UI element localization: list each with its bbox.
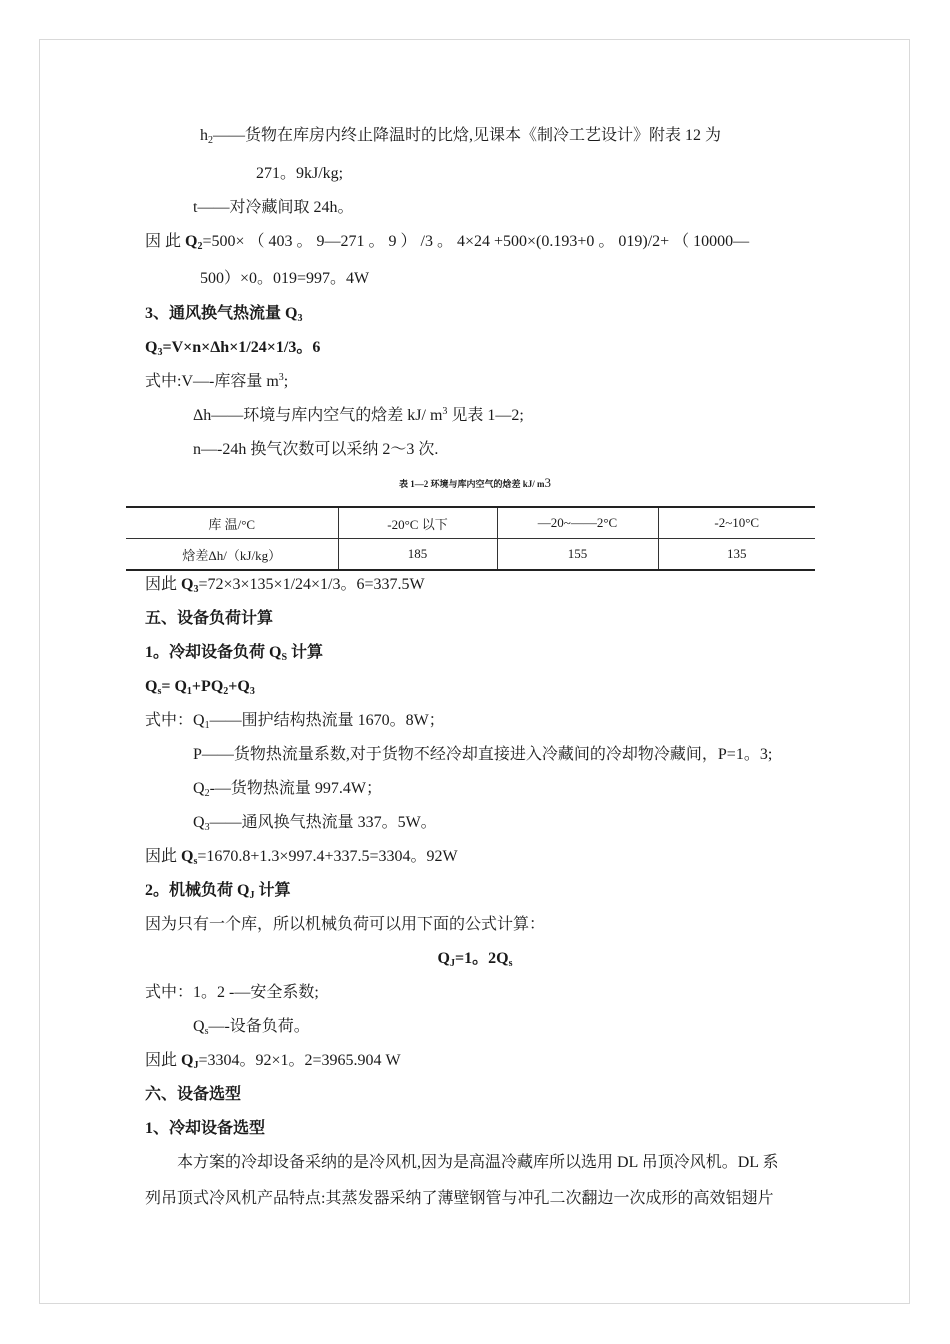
heading-ventilation: 3、通风换气热流量 $Q_3$	[145, 305, 303, 324]
text-line-qj-result: 因此 $Q_J=3304$。92×1。2=3965.904 W	[145, 1052, 401, 1071]
table-cell: 185	[338, 539, 497, 571]
text-line-t: t——对冷藏间取 24h。	[193, 199, 354, 216]
enthalpy-table	[126, 506, 815, 571]
paragraph-line-2: 列吊顶式冷风机产品特点:其蒸发器采纳了薄壁钢管与冲孔二次翻边一次成形的高效铝翅片	[145, 1190, 774, 1207]
table-cell: —20~——2°C	[497, 507, 658, 539]
text-line-h2: $h_2——$货物在库房内终止降温时的比焓,见课本《制冷工艺设计》附表 12 为	[200, 127, 722, 146]
text-line-where-q1: 式中：$Q_1——$围护结构热流量 1670。8W；	[145, 712, 445, 731]
text-line-where-v: 式中:V—-库容量 $m^3$;	[145, 372, 289, 390]
heading-mechanical-load: 2。机械负荷 $Q_J$ 计算	[145, 882, 291, 901]
table-caption: 表 1—2 环境与库内空气的焓差 kJ/ m3	[398, 475, 551, 490]
heading-cooling-load: 1。冷却设备负荷 $Q_S$ 计算	[145, 644, 324, 663]
text-line-q2: $Q_2-—$货物热流量 997.4W；	[193, 780, 382, 799]
table-cell: 焓差Δh/（kJ/kg）	[126, 539, 338, 571]
text-line-q2-result: 500）×0。019=997。4W	[200, 270, 370, 287]
table-cell: 库 温/°C	[126, 507, 338, 539]
table-row	[126, 539, 815, 571]
table-cell: -2~10°C	[658, 507, 815, 539]
formula-q3: $Q_3=V\times n\times\Delta h\times 1/24\times 1/3$。6	[145, 339, 321, 358]
text-line-h2-value: 271。9kJ/kg;	[256, 165, 344, 182]
table-cell: 135	[658, 539, 815, 571]
table-cell: 155	[497, 539, 658, 571]
heading-equipment-load: 五、设备负荷计算	[145, 610, 274, 627]
text-line-qs: $Q_s—-$设备负荷。	[193, 1018, 310, 1037]
text-line-q3-result: 因此 $Q_3=72\times 3\times 135\times 1/24\times 1/3$。6=337.5W	[145, 576, 425, 595]
heading-equipment-selection: 六、设备选型	[145, 1086, 242, 1103]
page-border	[39, 39, 910, 1304]
text-line-safety-factor: 式中：1。2 -—安全系数;	[145, 984, 319, 1001]
table-row	[126, 507, 815, 539]
text-line-n: n—-24h 换气次数可以采纳 2～3 次.	[193, 441, 439, 458]
text-line-p: P——货物热流量系数,对于货物不经冷却直接进入冷藏间的冷却物冷藏间，P=1。3;	[193, 746, 773, 763]
formula-qs: $Q_s= Q_1+PQ_2+Q_3$	[145, 678, 255, 697]
text-line-q3: $Q_3——$通风换气热流量 337。5W。	[193, 814, 437, 833]
text-line-qs-result: 因此 $Q_s=1670.8+1.3\times 997.4+337.5=3304$。92W	[145, 848, 458, 867]
table-cell: -20°C 以下	[338, 507, 497, 539]
paragraph-line-1: 本方案的冷却设备采纳的是冷风机,因为是高温冷藏库所以选用 DL 吊顶冷风机。DL 系	[177, 1154, 779, 1171]
text-line-q2-formula: 因 此 $Q_2=500\times$ （ 403 。 9—271 。 9 ） /3 。 4×24 +500×(0.193+0 。 019)/2+ （ 10000—	[145, 233, 750, 252]
text-line-one-storage: 因为只有一个库，所以机械负荷可以用下面的公式计算：	[145, 916, 546, 933]
text-line-delta-h: Δh——环境与库内空气的焓差 kJ/ $m^3$ 见表 1—2;	[193, 406, 524, 424]
heading-cooling-selection: 1、冷却设备选型	[145, 1120, 266, 1137]
formula-qj: $Q_J=1$。$2Q_s$	[437, 950, 513, 969]
